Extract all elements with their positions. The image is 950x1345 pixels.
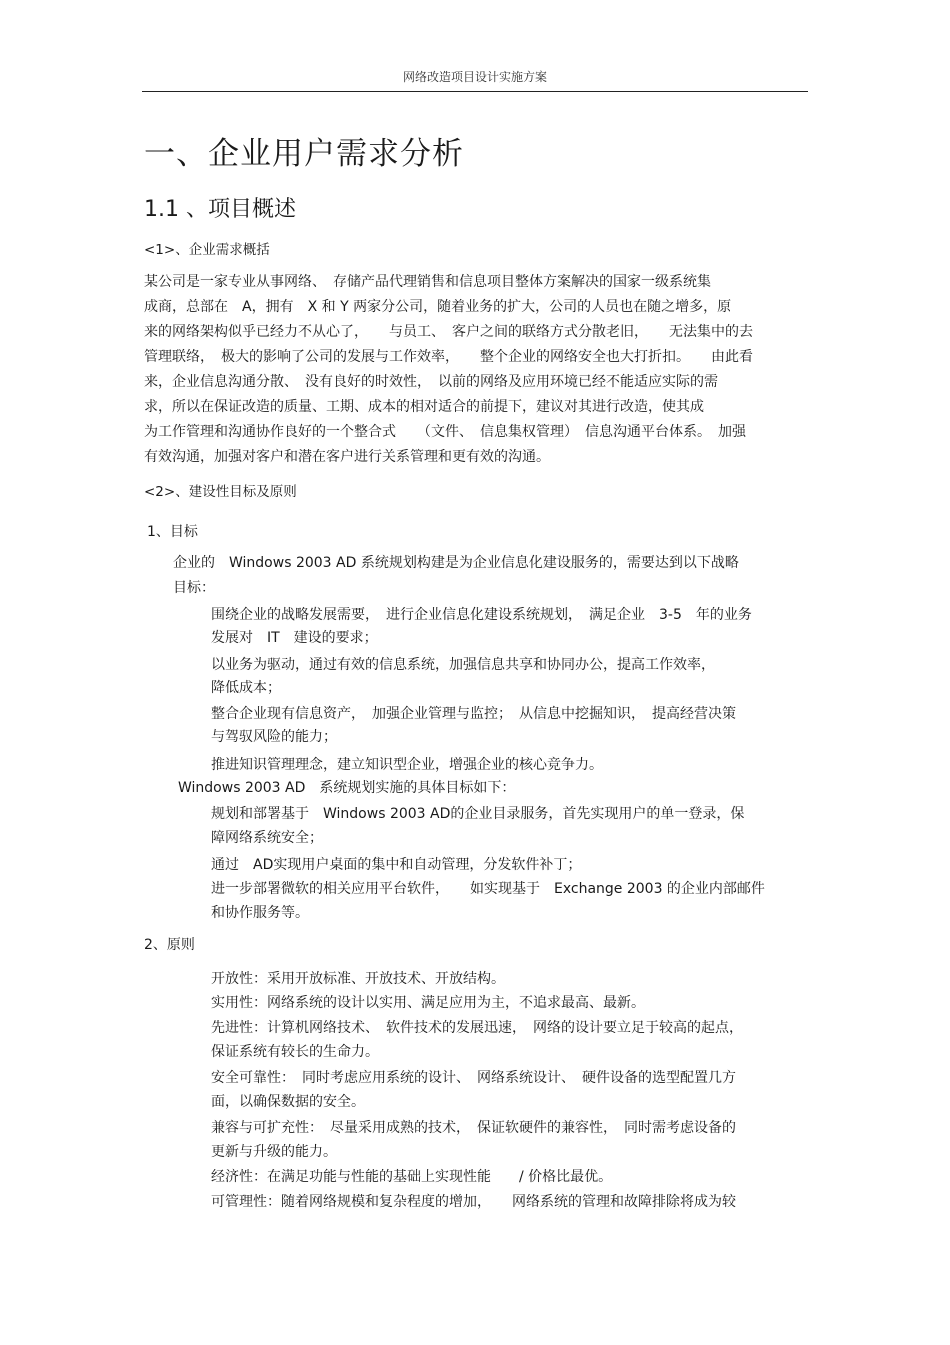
paragraph-line: 有效沟通，加强对客户和潜在客户进行关系管理和更有效的沟通。 [144, 449, 550, 465]
windows-goal-line: 和协作服务等。 [211, 905, 309, 921]
paragraph-line: 来，企业信息沟通分散、 没有良好的时效性， 以前的网络及应用环境已经不能适应实际的需 [144, 374, 718, 390]
principle-heading: 2、原则 [144, 937, 195, 953]
windows-goal-line: 通过 AD实现用户桌面的集中和自动管理，分发软件补丁； [211, 857, 582, 873]
paragraph-line: 成商，总部在 A，拥有 X 和 Y 两家分公司，随着业务的扩大，公司的人员也在随之增多，原 [144, 299, 732, 315]
header-rule [142, 91, 808, 92]
subsection-title: <1>、企业需求概括 [144, 242, 270, 258]
chapter-title: 一、企业用户需求分析 [144, 136, 464, 172]
windows-goal-intro: Windows 2003 AD 系统规划实施的具体目标如下： [178, 780, 516, 796]
principle-line: 开放性：采用开放标准、开放技术、开放结构。 [211, 971, 505, 987]
goal-heading: 1、目标 [147, 524, 198, 540]
goal-intro-line: 企业的 Windows 2003 AD 系统规划构建是为企业信息化建设服务的，需要达到以下战略 [173, 555, 739, 571]
paragraph-line: 求，所以在保证改造的质量、工期、成本的相对适合的前提下，建议对其进行改造，使其成 [144, 399, 704, 415]
principle-line: 可管理性：随着网络规模和复杂程度的增加， 网络系统的管理和故障排除将成为较 [211, 1194, 736, 1210]
principle-line: 保证系统有较长的生命力。 [211, 1044, 379, 1060]
principle-line: 经济性：在满足功能与性能的基础上实现性能 / 价格比最优。 [211, 1169, 613, 1185]
goal-item-line: 与驾驭风险的能力； [211, 729, 337, 745]
goal-item-line: 以业务为驱动，通过有效的信息系统，加强信息共享和协同办公，提高工作效率， [211, 657, 715, 673]
subsection-title: <2>、建设性目标及原则 [144, 484, 297, 500]
windows-goal-line: 进一步部署微软的相关应用平台软件， 如实现基于 Exchange 2003 的企业内部邮件 [211, 881, 765, 897]
principle-line: 面，以确保数据的安全。 [211, 1094, 365, 1110]
goal-intro-line: 目标： [173, 580, 215, 596]
paragraph-line: 某公司是一家专业从事网络、 存储产品代理销售和信息项目整体方案解决的国家一级系统集 [144, 274, 711, 290]
windows-goal-line: 障网络系统安全； [211, 830, 323, 846]
principle-line: 更新与升级的能力。 [211, 1144, 337, 1160]
goal-item-line: 发展对 IT 建设的要求； [211, 630, 378, 646]
paragraph-line: 为工作管理和沟通协作良好的一个整合式 （文件、 信息集权管理） 信息沟通平台体系。 加强 [144, 424, 746, 440]
principle-line: 兼容与可扩充性： 尽量采用成熟的技术， 保证软硬件的兼容性， 同时需考虑设备的 [211, 1120, 736, 1136]
paragraph-line: 来的网络架构似乎已经力不从心了， 与员工、 客户之间的联络方式分散老旧， 无法集中的去 [144, 324, 753, 340]
goal-item-line: 整合企业现有信息资产， 加强企业管理与监控； 从信息中挖掘知识， 提高经营决策 [211, 706, 736, 722]
page-header: 网络改造项目设计实施方案 [402, 70, 547, 84]
principle-line: 实用性：网络系统的设计以实用、满足应用为主，不追求最高、最新。 [211, 995, 645, 1011]
goal-item-line: 降低成本； [211, 680, 281, 696]
goal-item-line: 推进知识管理理念，建立知识型企业，增强企业的核心竞争力。 [211, 757, 603, 773]
principle-line: 先进性：计算机网络技术、 软件技术的发展迅速， 网络的设计要立足于较高的起点， [211, 1020, 743, 1036]
goal-item-line: 围绕企业的战略发展需要， 进行企业信息化建设系统规划， 满足企业 3-5 年的业务 [211, 607, 752, 623]
principle-line: 安全可靠性： 同时考虑应用系统的设计、 网络系统设计、 硬件设备的选型配置几方 [211, 1070, 736, 1086]
paragraph-line: 管理联络， 极大的影响了公司的发展与工作效率， 整个企业的网络安全也大打折扣。 由此看 [144, 349, 753, 365]
section-title: 1.1 、项目概述 [144, 197, 296, 222]
windows-goal-line: 规划和部署基于 Windows 2003 AD的企业目录服务，首先实现用户的单一登录，保 [211, 806, 745, 822]
